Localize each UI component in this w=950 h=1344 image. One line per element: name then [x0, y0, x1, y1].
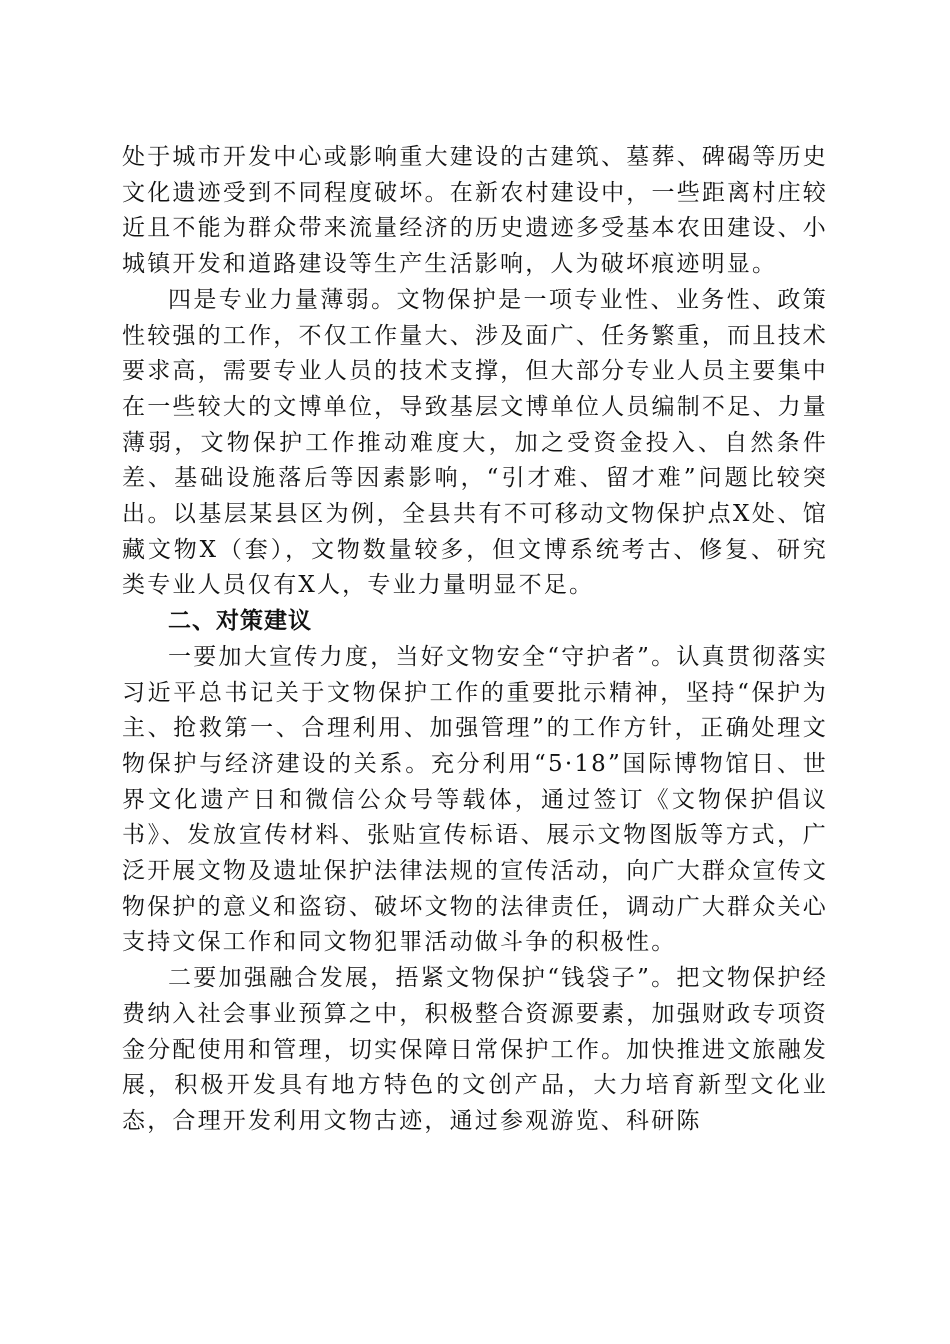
- document-body: [122, 140, 828, 1140]
- paragraph-professional-strength: 四是专业力量薄弱。文物保护是一项专业性、业务性、政策性较强的工作，不仅工作量大、涉及面广、任务繁重，而且技术要求高，需要专业人员的技术支撑，但大部分专业人员主要集中在一些较大的文博单位，导致基层文博单位人员编制不足、力量薄弱，文物保护工作推动难度大，加之受资金投入、自然条件差、基础设施落后等因素影响，“引才难、留才难”问题比较突出。以基层某县区为例，全县共有不可移动文物保护点X处、馆藏文物X（套），文物数量较多，但文博系统考古、修复、研究类专业人员仅有X人，专业力量明显不足。: [122, 286, 828, 599]
- section-heading-countermeasures: 二、对策建议: [168, 608, 312, 635]
- paragraph-integration: 二要加强融合发展，捂紧文物保护“钱袋子”。把文物保护经费纳入社会事业预算之中，积极整合资源要素，加强财政专项资金分配使用和管理，切实保障日常保护工作。加快推进文旅融发展，积极开发具有地方特色的文创产品，大力培育新型文化业态，合理开发利用文物古迹，通过参观游览、科研陈: [122, 965, 828, 1134]
- paragraph-publicity: 一要加大宣传力度，当好文物安全“守护者”。认真贯彻落实习近平总书记关于文物保护工作的重要批示精神，坚持“保护为主、抢救第一、合理利用、加强管理”的工作方针，正确处理文物保护与经济建设的关系。充分利用“5·18”国际博物馆日、世界文化遗产日和微信公众号等载体，通过签订《文物保护倡议书》、发放宣传材料、张贴宣传标语、展示文物图版等方式，广泛开展文物及遗址保护法律法规的宣传活动，向广大群众宣传文物保护的意义和盗窃、破坏文物的法律责任，调动广大群众关心支持文保工作和同文物犯罪活动做斗争的积极性。: [122, 643, 828, 956]
- paragraph-continued: 处于城市开发中心或影响重大建设的古建筑、墓葬、碑碣等历史文化遗迹受到不同程度破坏。在新农村建设中，一些距离村庄较近且不能为群众带来流量经济的历史遗迹多受基本农田建设、小城镇开发和道路建设等生产生活影响，人为破坏痕迹明显。: [122, 144, 828, 278]
